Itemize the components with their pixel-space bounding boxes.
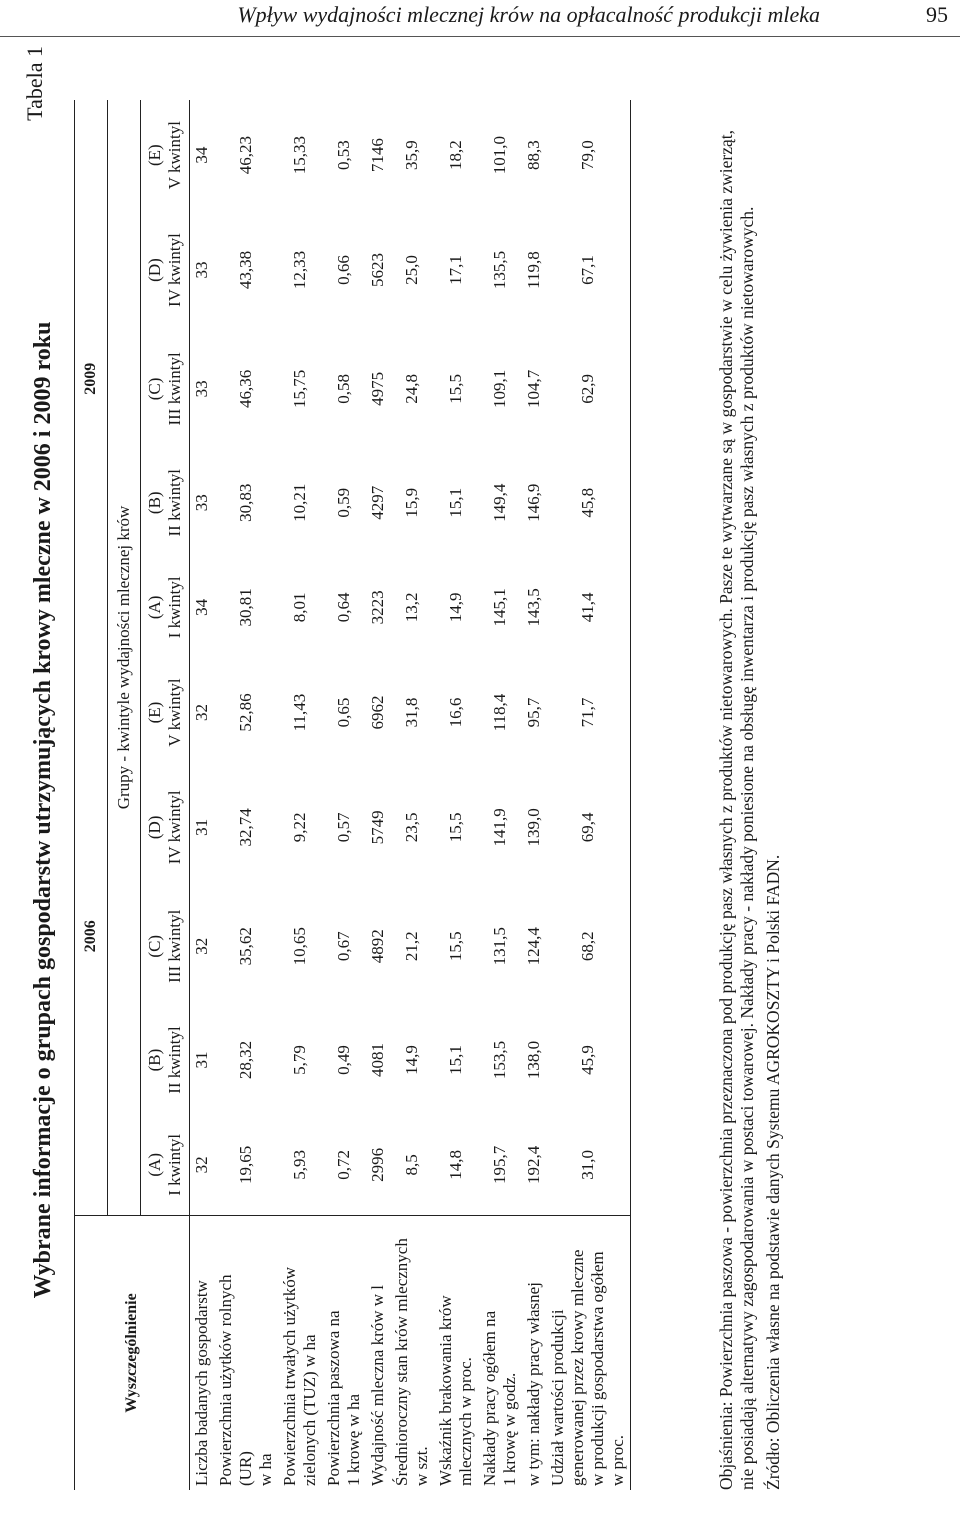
- row-header: Wyszczególnienie: [75, 1216, 190, 1491]
- column-code: (C): [145, 934, 164, 958]
- table-cell: 32: [192, 704, 211, 722]
- table-cell: 69,4: [546, 768, 631, 887]
- table-cell: 17,1: [446, 255, 465, 285]
- notes: [716, 130, 789, 1490]
- table-row: [390, 100, 434, 1490]
- rotated-table-page: [18, 40, 958, 1500]
- table-cell: 104,7: [524, 369, 543, 409]
- table-cell: 0,59: [334, 487, 353, 518]
- column-name: III kwintyl: [165, 352, 184, 426]
- table-row: [546, 100, 631, 1490]
- groups-header: Grupy - kwintyle wydajności mlecznej krów: [108, 100, 141, 1216]
- row-label: [546, 1216, 631, 1491]
- table-cell: 33: [192, 494, 211, 512]
- table-row: [214, 100, 278, 1490]
- table-cell: 14,9: [402, 1045, 421, 1075]
- row-label-line: Powierzchnia paszowa na: [324, 1310, 343, 1486]
- table-cell: 71,7: [546, 657, 631, 767]
- table-row: [278, 100, 322, 1490]
- table-cell: 32,74: [236, 808, 255, 847]
- row-label-line: w szt.: [412, 1446, 431, 1486]
- page-header: [0, 0, 960, 37]
- table-cell: 15,75: [290, 369, 309, 409]
- table-row: [522, 100, 546, 1490]
- table-cell: 195,7: [490, 1145, 509, 1184]
- table-cell: 13,2: [402, 592, 421, 623]
- table-cell: 4892: [368, 929, 387, 964]
- row-label: [478, 1216, 522, 1491]
- column-name: V kwintyl: [165, 121, 184, 190]
- column-name: II kwintyl: [165, 468, 184, 537]
- table-cell: 141,9: [490, 808, 509, 847]
- row-label: [522, 1216, 546, 1491]
- table-cell: 25,0: [402, 255, 421, 285]
- table-cell: 6962: [368, 695, 387, 730]
- row-label-line: 1 krowę w godz.: [500, 1372, 519, 1486]
- column-code: (C): [145, 377, 164, 401]
- column-name: II kwintyl: [165, 1026, 184, 1094]
- table-cell: 8,5: [402, 1154, 421, 1176]
- table-cell: 145,1: [490, 588, 509, 627]
- table-cell: 52,86: [236, 693, 255, 732]
- table-cell: 46,23: [236, 136, 255, 175]
- data-table: [74, 100, 631, 1490]
- table-cell: 34: [192, 598, 211, 616]
- table-cell: 109,1: [490, 369, 509, 409]
- column-header: [141, 557, 190, 657]
- column-header: [141, 1115, 190, 1216]
- table-cell: 35,62: [236, 927, 255, 966]
- column-code: (A): [145, 1153, 164, 1177]
- table-cell: 139,0: [524, 808, 543, 847]
- row-label-line: Średnioroczny stan krów mlecznych: [392, 1238, 411, 1486]
- column-name: I kwintyl: [165, 1133, 184, 1196]
- table-cell: 3223: [368, 590, 387, 625]
- table-cell: 23,5: [402, 812, 421, 843]
- row-label-line: w tym: nakłady pracy własnej: [524, 1282, 543, 1486]
- column-name: IV kwintyl: [165, 790, 184, 865]
- row-label-line: mlecznych w proc.: [456, 1357, 475, 1486]
- column-header: [141, 448, 190, 557]
- table-cell: 15,33: [290, 136, 309, 175]
- table-cell: 4975: [368, 371, 387, 406]
- table-cell: 28,32: [236, 1040, 255, 1080]
- table-cell: 0,58: [334, 374, 353, 404]
- table-cell: 0,66: [334, 255, 353, 285]
- column-code: (E): [145, 144, 164, 167]
- row-label-line: Udział wartości produkcji: [548, 1309, 567, 1486]
- row-label: [278, 1216, 322, 1491]
- table-cell: 41,4: [546, 557, 631, 657]
- table-cell: 24,8: [402, 374, 421, 404]
- table-cell: 2996: [368, 1147, 387, 1182]
- table-cell: 45,9: [546, 1005, 631, 1114]
- row-label-line: zielonych (TUZ) w ha: [300, 1334, 319, 1486]
- row-label-line: w produkcji gospodarstwa ogółem: [588, 1251, 607, 1486]
- table-cell: 5623: [368, 253, 387, 288]
- table-cell: 30,81: [236, 588, 255, 627]
- table-row: [366, 100, 390, 1490]
- table-cell: 31: [192, 818, 211, 836]
- table-cell: 15,1: [446, 487, 465, 518]
- running-title: Wpływ wydajności mlecznej krów na opłacalność produkcji mleka: [237, 2, 820, 27]
- table-cell: 32: [192, 937, 211, 955]
- table-cell: 7146: [368, 138, 387, 173]
- row-label-line: Wydajność mleczna krów w l: [368, 1284, 387, 1486]
- table-cell: 143,5: [524, 588, 543, 627]
- row-label-line: Wskaźnik brakowania krów: [436, 1295, 455, 1486]
- table-cell: 62,9: [546, 330, 631, 448]
- table-cell: 43,38: [236, 250, 255, 290]
- table-cell: 15,5: [446, 812, 465, 843]
- table-cell: 4081: [368, 1043, 387, 1078]
- source-note: Źródło: Obliczenia własne na podstawie danych Systemu AGROKOSZTY i Polski FADN.: [763, 854, 783, 1490]
- table-cell: 15,5: [446, 931, 465, 962]
- table-cell: 124,4: [524, 927, 543, 966]
- column-code: (A): [145, 595, 164, 620]
- year-2006-header: 2006: [75, 657, 108, 1215]
- table-cell: 14,8: [446, 1149, 465, 1180]
- table-cell: 21,2: [402, 931, 421, 962]
- table-cell: 0,53: [334, 140, 353, 171]
- year-2009-header: 2009: [75, 100, 108, 657]
- table-cell: 101,0: [490, 136, 509, 175]
- table-cell: 12,33: [290, 250, 309, 290]
- table-cell: 11,43: [290, 693, 309, 732]
- row-label: [434, 1216, 478, 1491]
- table-cell: 15,9: [402, 487, 421, 518]
- table-cell: 34: [192, 146, 211, 164]
- column-code: (B): [145, 1048, 164, 1072]
- column-code: (D): [145, 258, 164, 282]
- table-cell: 15,5: [446, 374, 465, 404]
- table-cell: 8,01: [290, 592, 309, 623]
- column-header: [141, 100, 190, 210]
- table-cell: 10,65: [290, 927, 309, 966]
- row-label-line: generowanej przez krowy mleczne: [568, 1249, 587, 1486]
- table-cell: 33: [192, 380, 211, 398]
- table-cell: 149,4: [490, 483, 509, 522]
- table-cell: 5749: [368, 810, 387, 845]
- table-cell: 131,5: [490, 927, 509, 966]
- table-cell: 4297: [368, 485, 387, 520]
- column-header: [141, 657, 190, 767]
- row-label-line: Powierzchnia użytków rolnych: [216, 1274, 235, 1486]
- row-label-line: 1 krowę w ha: [344, 1393, 363, 1486]
- row-label-line: w proc.: [608, 1435, 627, 1486]
- table-row: [478, 100, 522, 1490]
- column-name: V kwintyl: [165, 678, 184, 747]
- table-cell: 88,3: [524, 140, 543, 171]
- table-cell: 14,9: [446, 592, 465, 623]
- table-caption: Wybrane informacje o grupach gospodarstw utrzymujących krowy mleczne w 2006 i 2009 roku: [30, 321, 56, 1299]
- row-label: [322, 1216, 366, 1491]
- table-cell: 30,83: [236, 483, 255, 522]
- column-header: [141, 887, 190, 1005]
- row-label: [214, 1216, 278, 1491]
- row-label-line: Powierzchnia trwałych użytków: [280, 1266, 299, 1486]
- row-label: [366, 1216, 390, 1491]
- column-name: IV kwintyl: [165, 233, 184, 307]
- table-cell: 19,65: [236, 1145, 255, 1184]
- table-cell: 79,0: [546, 100, 631, 210]
- table-cell: 5,79: [290, 1045, 309, 1075]
- table-cell: 32: [192, 1156, 211, 1174]
- row-label: [390, 1216, 434, 1491]
- table-row: [190, 100, 215, 1490]
- table-cell: 18,2: [446, 140, 465, 171]
- column-header: [141, 1005, 190, 1114]
- table-cell: 9,22: [290, 812, 309, 843]
- table-cell: 0,49: [334, 1045, 353, 1075]
- table-cell: 31,8: [402, 697, 421, 728]
- column-header: [141, 768, 190, 887]
- column-name: III kwintyl: [165, 909, 184, 983]
- table-cell: 153,5: [490, 1040, 509, 1080]
- row-label-line: (UR): [236, 1451, 255, 1486]
- column-code: (D): [145, 815, 164, 840]
- column-name: I kwintyl: [165, 576, 184, 639]
- table-cell: 46,36: [236, 369, 255, 409]
- explanation-note: Objaśnienia: Powierzchnia paszowa - powierzchnia przeznaczona pod produkcję pasz własnych z produktów nietowarowych. Pasze te wytwarzane są w gospodarstwie w celu żywienia zwierząt, nie posiadają alternatywy zagospodarowania w postaci towarowej. Nakłady pracy - nakłady poniesione na obsługę inwentarza i produkcję pasz własnych z produktów nietowarowych.: [716, 130, 757, 1490]
- row-label-line: Nakłady pracy ogółem na: [480, 1310, 499, 1486]
- table-cell: 0,72: [334, 1149, 353, 1180]
- table-cell: 135,5: [490, 250, 509, 290]
- column-code: (E): [145, 701, 164, 724]
- table-cell: 16,6: [446, 697, 465, 728]
- table-cell: 31: [192, 1051, 211, 1069]
- table-cell: 31,0: [546, 1115, 631, 1216]
- row-label-line: w ha: [256, 1453, 275, 1486]
- table-label: Tabela 1: [22, 46, 47, 121]
- table-row: [434, 100, 478, 1490]
- table-cell: 95,7: [524, 697, 543, 728]
- table-cell: 118,4: [490, 693, 509, 732]
- table-cell: 15,1: [446, 1045, 465, 1075]
- table-cell: 0,67: [334, 931, 353, 962]
- table-cell: 138,0: [524, 1040, 543, 1080]
- table-cell: 33: [192, 261, 211, 279]
- column-header: [141, 210, 190, 329]
- table-cell: 45,8: [546, 448, 631, 557]
- row-label: [190, 1216, 215, 1491]
- table-cell: 0,57: [334, 812, 353, 843]
- column-header: [141, 330, 190, 448]
- table-cell: 35,9: [402, 140, 421, 171]
- table-cell: 192,4: [524, 1145, 543, 1184]
- table-cell: 10,21: [290, 483, 309, 522]
- table-row: [322, 100, 366, 1490]
- page-number: 95: [926, 2, 948, 27]
- table-cell: 5,93: [290, 1149, 309, 1180]
- table-cell: 0,65: [334, 697, 353, 728]
- table-cell: 68,2: [546, 887, 631, 1005]
- column-code: (B): [145, 491, 164, 515]
- table-cell: 0,64: [334, 592, 353, 623]
- table-cell: 119,8: [524, 251, 543, 289]
- row-label-line: Liczba badanych gospodarstw: [192, 1280, 211, 1486]
- table-cell: 146,9: [524, 483, 543, 522]
- table-cell: 67,1: [546, 210, 631, 329]
